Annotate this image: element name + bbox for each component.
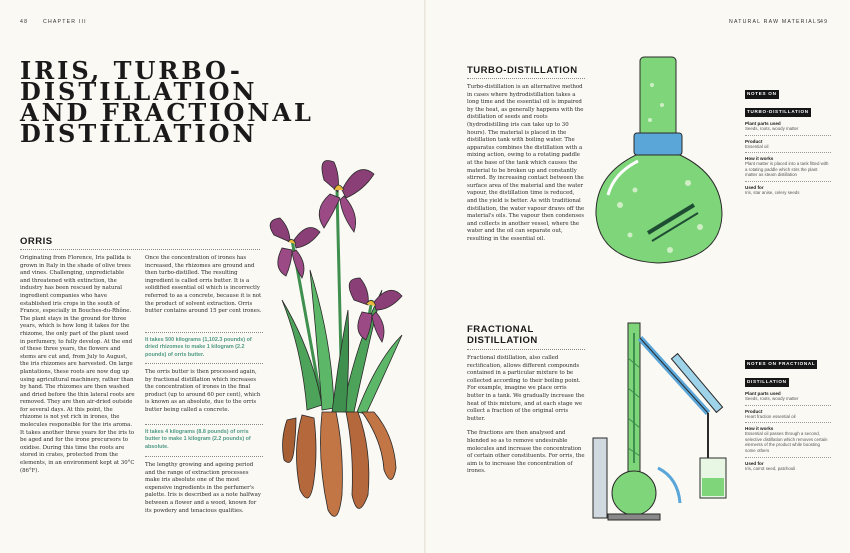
notes-value: Heart fraction essential oil (745, 413, 796, 419)
orris-col2-p3 (145, 462, 263, 522)
notes-value: Iris, carrot seed, patchouli (745, 465, 796, 471)
fractional-notes-header: DISTILLATION (745, 378, 789, 387)
fractional-paragraph: The fractions are then analysed and blended so as to remove undesirable molecules and increase the concentration of certain other constituents. For orris, the aim is to increase the concentration of irones. (467, 430, 585, 475)
notes-value: Plant matter is placed into a tank fitted with a rotating paddle which stirs the plant matter as steam distillation (745, 161, 829, 178)
turbo-paragraph: Turbo-distillation is an alternative method in cases where hydrodistillation takes a long time and the essential oil is impaired by the heat, as generally happens with the distillation of seeds and roots (hydrodistilling iris can take up to 30 hours). The material is placed in the distillation tank with boiling water. The apparatus combines the distillation with a mixing action, owing to a rotating paddle at the base of the tank which causes the material to be broken up and constantly stirred. By increasing contact between the surface area of the material and the water vapour, the distillation time is reduced, and the yield is better. As with traditional distillation, the water vapour draws off the material's oils. The vapour then condenses and collects in another vessel, where the water and the oil can separate out, resulting in the essential oil. (467, 84, 585, 242)
page-gutter (424, 0, 426, 553)
orris-col2 (145, 255, 263, 323)
orris-paragraph: The orris butter is then processed again, by fractional distillation which increases the concentration of irones in the final product (up to around 60 per cent), which is known as an absolute, due to the orris butter being called a concrete. (145, 369, 261, 413)
notes-value: Seeds, roots, woody matter (745, 396, 799, 401)
notes-label: Used for (745, 184, 764, 190)
turbo-notes-header: NOTES ON (745, 90, 779, 99)
left-chapter-label: CHAPTER III (43, 19, 87, 25)
turbo-heading: TURBO-DISTILLATION (467, 65, 578, 76)
callout-divider (145, 363, 263, 364)
turbo-divider (467, 78, 585, 79)
title-line: AND FRACTIONAL (20, 98, 314, 127)
notes-label: How it works (745, 156, 774, 162)
notes-label: How it works (745, 426, 774, 432)
left-page-number: 48 (20, 19, 29, 25)
title-line: DISTILLATION (20, 77, 258, 106)
notes-value: Iris, star anise, celery seeds (745, 189, 800, 195)
fractional-notes-header: NOTES ON FRACTIONAL (745, 360, 817, 369)
orris-heading: ORRIS (20, 236, 53, 247)
orris-col2-p2 (145, 369, 263, 422)
fractional-notes-panel (745, 352, 831, 471)
orris-col1 (20, 255, 135, 482)
fractional-divider (467, 349, 585, 350)
notes-label: Product (745, 408, 763, 414)
notes-label: Used for (745, 460, 764, 466)
orris-divider (20, 249, 260, 250)
fractional-heading (467, 324, 538, 346)
orris-paragraph: Originating from Florence, Iris pallida is grown in Italy in the shade of olive trees and vines. Challenging, unpredictable and threatened with extinction, the industry has been rescued by natural ingredient companies who have established iris crops in the south of France, especially in Bouches-du-Rhône. The plant stays in the ground for three years, which is how long it takes for the rhizome, the only part of the plant used in perfumery, to fully develop. At the end of these three years, the flowers and stems are cut and, from July to August, the iris rhizomes are harvested. On large plantations, these roots are now dug up using agricultural machinery, rather than by hand. The rhizomes are then washed and dried before the thin lateral roots are removed. They are then air-dried outside for several days. At this point, the rhizome is not yet rich in irones, the molecules responsible for the iris aroma. It takes another three years for the iris to be aged and for the irone precursors to oxidise. During this time the roots are stored in crates, protected from the elements, in an environment kept at 30°C (86°F). (20, 255, 135, 474)
right-section-label: NATURAL RAW MATERIALS (729, 19, 822, 25)
fractional-paragraph: Fractional distillation, also called rectification, allows different compounds contained in a particular mixture to be collected according to their boiling point. For example, imagine we place orris butter in a tank. We gradually increase the heat of this mixture, and at each stage we collect a fraction of the original orris butter. (467, 355, 585, 422)
title-line: IRIS, TURBO- (20, 56, 243, 85)
orris-callout-1: It takes 500 kilograms (1,102.3 pounds) of dried rhizomes to make 1 kilogram (2.2 pounds) of orris butter. (145, 337, 252, 358)
callout-divider (145, 332, 263, 333)
notes-value: Essential oil passes through a second, selective distillation which removes certain elements of the product while boosting some others (745, 431, 828, 453)
orris-callout-2: It takes 4 kilograms (8.8 pounds) of orris butter to make 1 kilogram (2.2 pounds) of absolute. (145, 429, 251, 450)
title-line: DISTILLATION (20, 119, 258, 148)
orris-paragraph: Once the concentration of irones has increased, the rhizomes are ground and then turbo-distilled. The resulting ingredient is called orris butter. It is a solidified essential oil which is incorrectly referred to as a concrete, because it is not the product of solvent extraction. Orris butter contains around 15 per cent irones. (145, 255, 262, 315)
callout-divider (145, 456, 263, 457)
notes-label: Plant parts used (745, 391, 781, 396)
orris-paragraph: The lengthy growing and ageing period and the range of extraction processes make iris absolute one of the most expensive ingredients in the perfumer's palette. Iris is described as a note halfway between a flower and a wood, known for its powdery and tenacious qualities. (145, 462, 261, 514)
iris-plant-illustration (262, 150, 422, 535)
fractional-heading-line: FRACTIONAL (467, 324, 534, 335)
callout-divider (145, 424, 263, 425)
turbo-notes-panel (745, 82, 831, 196)
turbo-distillation-flask-illustration (590, 55, 730, 270)
fractional-heading-line: DISTILLATION (467, 335, 538, 346)
turbo-notes-header: TURBO-DISTILLATION (745, 108, 811, 117)
notes-label: Plant parts used (745, 121, 781, 126)
fractional-body (467, 355, 585, 483)
notes-label: Product (745, 138, 763, 144)
notes-value: Essential oil (745, 143, 769, 149)
fractional-distillation-apparatus-illustration (588, 318, 748, 523)
turbo-body (467, 84, 585, 250)
chapter-title (20, 56, 314, 148)
right-page-number: 49 (820, 19, 829, 25)
notes-value: Seeds, roots, woody matter (745, 126, 799, 131)
